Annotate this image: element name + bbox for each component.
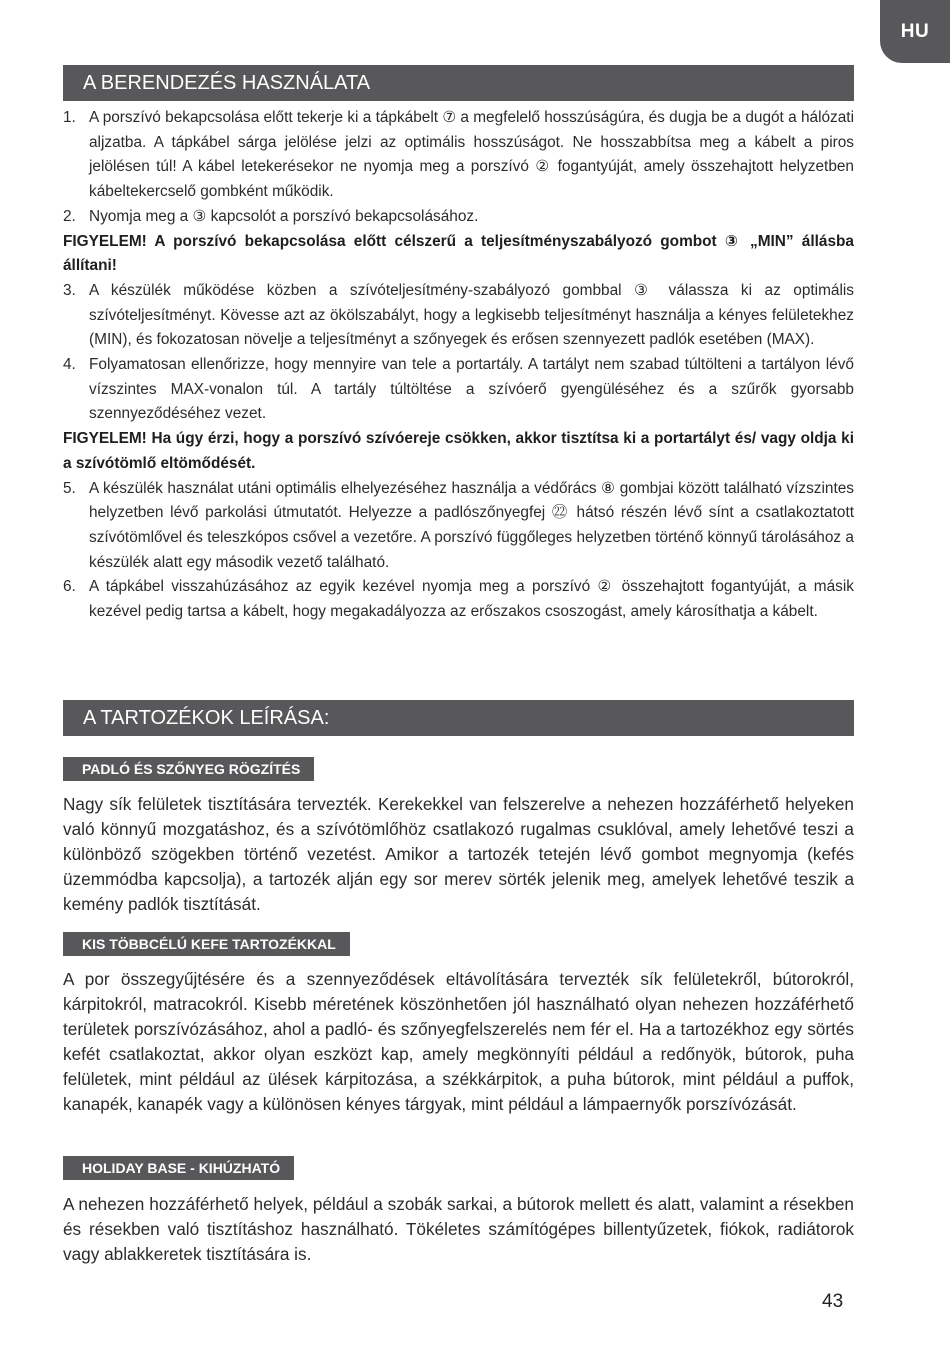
item-text: A készülék működése közben a szívóteljesítmény-szabályozó gombbal ③ válassza ki az optimális szívóteljesítményt. Kövesse azt az ökölszabályt, hogy a legkisebb teljesítményt használja a kényes felületekhez (MIN), és fokozatosan növelje a teljesítményt a szőnyegek és erősen szennyezett padlók esetében (MAX). bbox=[89, 281, 854, 349]
item-text: Nyomja meg a ③ kapcsolót a porszívó bekapcsolásához. bbox=[89, 207, 479, 225]
item-text: Folyamatosan ellenőrizze, hogy mennyire van tele a portartály. A tartályt nem szabad túltölteni a tartályon lévő vízszintes MAX-vonalon túl. A tartály túltöltése a szívóerő gyengüléséhez és a szűrők gyorsabb szennyeződéséhez vezet. bbox=[89, 356, 854, 423]
item-text: A tápkábel visszahúzásához az egyik kezével nyomja meg a porszívó ② összehajtott fogantyúját, a másik kezével pedig tartsa a kábelt, hogy megakadályozza az erőszakos csoszogást, amely károsíthatja a kábelt. bbox=[89, 578, 854, 621]
list-item bbox=[63, 477, 854, 576]
subsection-title-brush: KIS TÖBBCÉLÚ KEFE TARTOZÉKKAL bbox=[63, 932, 350, 956]
page-number: 43 bbox=[822, 1291, 844, 1312]
item-text: A porszívó bekapcsolása előtt tekerje ki a tápkábelt ⑦ a megfelelő hosszúságúra, és dugja be a dugót a hálózati aljzatba. A tápkábel sárga jelölése jelzi az optimális hosszúságot. Ne hosszabbítsa meg a kábelt a piros jelölésen túl! A kábel letekerésekor ne nyomja meg a porszívó ② fogantyúját, amely összehajtott helyzetben kábeltekercselő gombként működik. bbox=[89, 109, 854, 201]
usage-instructions bbox=[63, 106, 854, 625]
item-number: 5. bbox=[63, 479, 76, 497]
item-number: 2. bbox=[63, 207, 76, 225]
subsection-title-crevice: HOLIDAY BASE - KIHÚZHATÓ bbox=[63, 1156, 294, 1180]
paragraph-crevice: A nehezen hozzáférhető helyek, például a szobák sarkai, a bútorok mellett és alatt, valamint a résekben és résekben való tisztításhoz használható. Tökéletes számítógépes billentyűzetek, fiókok, radiátorok vagy ablakkeretek tisztítására is. bbox=[63, 1194, 854, 1264]
language-tab: HU bbox=[880, 0, 950, 63]
section-title-accessories: A TARTOZÉKOK LEÍRÁSA: bbox=[63, 700, 854, 736]
paragraph-floor: Nagy sík felületek tisztítására tervezték. Kerekekkel van felszerelve a nehezen hozzáférhető helyeken való könnyű mozgatáshoz, és a szívótömlőhöz csatlakozó rugalmas csuklóval, amely lehetővé teszi a különböző szögekben történő vezetést. Amikor a tartozék tetején lévő gombot megnyomja (kefés üzemmódba kapcsolja), a tartozék alján egy sor merev sörték jelenik meg, amelyek lehetővé teszik a kemény padlók tisztítását. bbox=[63, 794, 854, 914]
warning-note: FIGYELEM! Ha úgy érzi, hogy a porszívó szívóereje csökken, akkor tisztítsa ki a portartályt és/ vagy oldja ki a szívótömlő eltömődését. bbox=[63, 430, 854, 472]
paragraph-brush: A por összegyűjtésére és a szennyeződések eltávolítására tervezték sík felületekről, bútorokról, kárpitokról, matracokról. Kisebb méretének köszönhetően jól használható olyan nehezen hozzáférhető területek porszívózásához, ahol a padló- és szőnyegfelszerelés nem fér el. Ha a tartozékhoz egy sörtés kefét csatlakoztat, akkor olyan eszközt kap, amely megkönnyíti például a redőnyök, bútorok, puha felületek, mint például az ülések kárpitozása, a székkárpitok, a puha bútorok, mint például a puffok, kanapék, kanapék vagy a különösen kényes tárgyak, mint például a lámpaernyők porszívózását. bbox=[63, 969, 854, 1114]
item-text: A készülék használat utáni optimális elhelyezéséhez használja a védőrács ⑧ gombjai között található vízszintes helyzetben lévő parkolási útmutatót. Helyezze a padlószőnyegfej ㉒ hátsó részén lévő sínt a csatlakoztatott szívótömlővel és teleszkópos csővel a vezetőre. A porszívó függőleges helyzetben történő könnyű tárolásához a készülék alatt egy második vezető található. bbox=[89, 479, 854, 571]
list-item bbox=[63, 353, 854, 427]
item-number: 4. bbox=[63, 356, 76, 374]
warning-note: FIGYELEM! A porszívó bekapcsolása előtt célszerű a teljesítményszabályozó gombot ③ „MIN” állásba állítani! bbox=[63, 232, 854, 275]
subsection-title-floor: PADLÓ ÉS SZŐNYEG RÖGZÍTÉS bbox=[63, 757, 314, 781]
list-item bbox=[63, 106, 854, 205]
list-item bbox=[63, 205, 854, 230]
section-title-usage: A BERENDEZÉS HASZNÁLATA bbox=[63, 65, 854, 101]
list-item bbox=[63, 279, 854, 353]
item-number: 1. bbox=[63, 109, 76, 126]
item-number: 3. bbox=[63, 281, 76, 299]
item-number: 6. bbox=[63, 578, 76, 596]
list-item bbox=[63, 575, 854, 624]
